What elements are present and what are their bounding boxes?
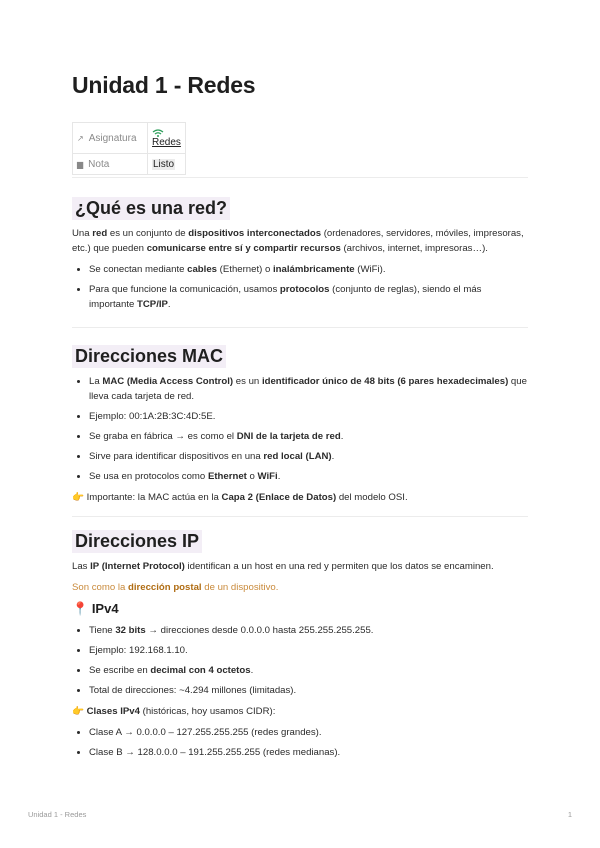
status-icon: ▆ xyxy=(77,159,84,169)
highlight-text: Son como la dirección postal de un dispositivo. xyxy=(72,582,279,593)
property-key: Nota xyxy=(88,158,110,170)
bullet-list xyxy=(72,623,528,698)
bullet-list xyxy=(72,374,528,484)
subject-link[interactable]: Redes xyxy=(152,136,181,148)
pointing-hand-icon: 👉 xyxy=(72,492,84,503)
bullet-list xyxy=(72,262,528,312)
property-key: Asignatura xyxy=(88,132,137,144)
section-que-es-una-red xyxy=(72,197,528,318)
status-badge: Listo xyxy=(153,158,175,170)
bullet-list xyxy=(72,725,528,760)
list-item: • Para que funcione la comunicación, usamos protocolos (conjunto de reglas), siendo el más importante TCP/IP. xyxy=(89,282,528,312)
list-item: • Clase B → 128.0.0.0 – 191.255.255.255 (redes medianas). xyxy=(89,745,528,760)
list-item: • La MAC (Media Access Control) es un identificador único de 48 bits (6 pares hexadecimales) que lleva cada tarjeta de red. xyxy=(89,374,528,404)
footer-title: Unidad 1 - Redes xyxy=(28,810,87,819)
list-item: • Tiene 32 bits → direcciones desde 0.0.0.0 hasta 255.255.255.255. xyxy=(89,623,528,638)
list-item: • Se conectan mediante cables (Ethernet) o inalámbricamente (WiFi). xyxy=(89,262,528,277)
properties-table xyxy=(72,122,186,175)
page-number: 1 xyxy=(567,810,572,819)
list-item: • Se usa en protocolos como Ethernet o WiFi. xyxy=(89,469,528,484)
list-item: • Se escribe en decimal con 4 octetos. xyxy=(89,663,528,678)
section-heading: ¿Qué es una red? xyxy=(72,197,230,220)
list-item: • Total de direcciones: ~4.294 millones (limitadas). xyxy=(89,683,528,698)
section-direcciones-mac xyxy=(72,345,528,511)
divider xyxy=(72,516,528,517)
subheading-ipv4: 📍 IPv4 xyxy=(72,601,119,616)
divider xyxy=(72,327,528,328)
section-heading: Direcciones MAC xyxy=(72,345,226,368)
wifi-icon xyxy=(152,129,164,137)
property-row-nota xyxy=(73,154,186,175)
list-item: • Ejemplo: 192.168.1.10. xyxy=(89,643,528,658)
divider xyxy=(72,177,528,178)
paragraph: Las IP (Internet Protocol) identifican a un host en una red y permiten que los datos se encaminen. xyxy=(72,561,494,572)
list-item: • Se graba en fábrica → es como el DNI de la tarjeta de red. xyxy=(89,429,528,444)
list-item: • Ejemplo: 00:1A:2B:3C:4D:5E. xyxy=(89,409,528,424)
paragraph: Una red es un conjunto de dispositivos interconectados (ordenadores, servidores, móviles, impresoras, etc.) que pueden comunicarse entre sí y compartir recursos (archivos, internet, impresoras…). xyxy=(72,228,524,254)
page-title: Unidad 1 - Redes xyxy=(72,72,256,98)
section-direcciones-ip xyxy=(72,530,528,766)
arrow-icon: ↗ xyxy=(77,133,84,143)
pointing-hand-icon: 👉 xyxy=(72,706,84,717)
property-row-asignatura xyxy=(73,123,186,154)
list-item: • Sirve para identificar dispositivos en una red local (LAN). xyxy=(89,449,528,464)
section-heading: Direcciones IP xyxy=(72,530,202,553)
classes-intro: 👉 Clases IPv4 (históricas, hoy usamos CIDR): xyxy=(72,706,276,717)
list-item: • Clase A → 0.0.0.0 – 127.255.255.255 (redes grandes). xyxy=(89,725,528,740)
pin-icon: 📍 xyxy=(72,601,89,616)
note-important: 👉 Importante: la MAC actúa en la Capa 2 (Enlace de Datos) del modelo OSI. xyxy=(72,492,408,503)
